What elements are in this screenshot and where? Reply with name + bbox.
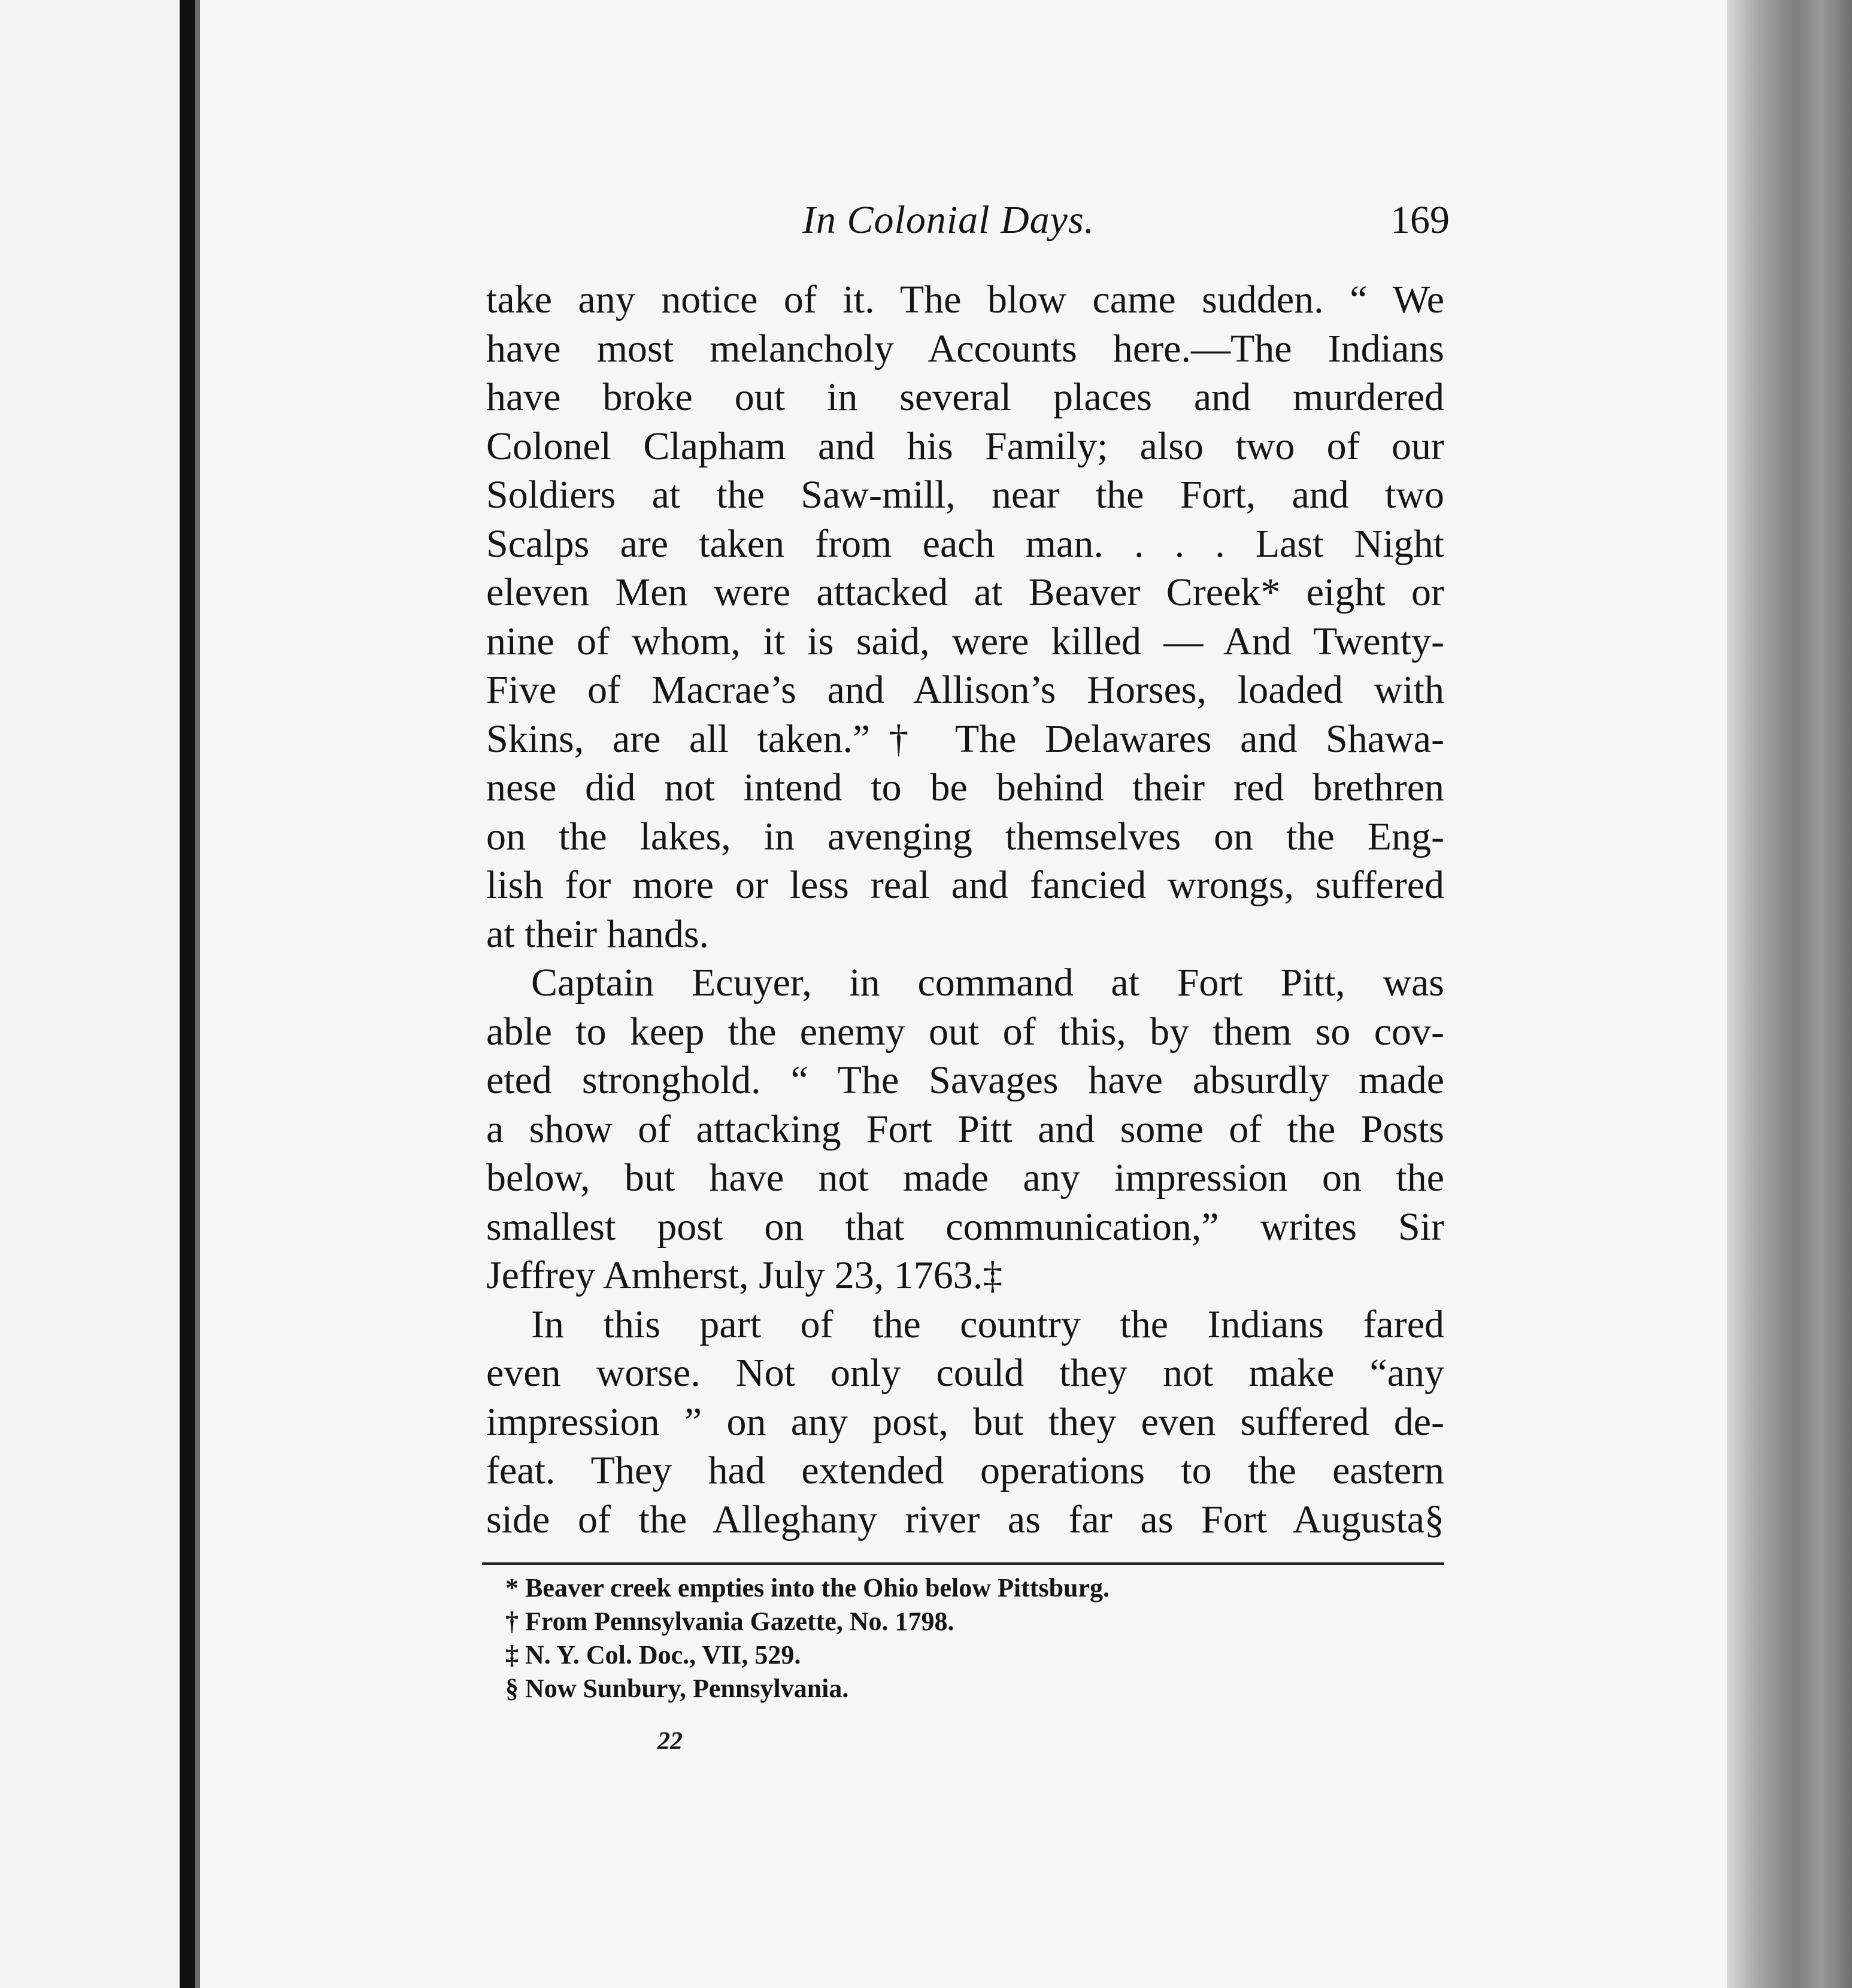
text-line: Soldiers at the Saw-mill, near the Fort, and two bbox=[486, 473, 1444, 517]
text-line: eleven Men were attacked at Beaver Creek* eight or bbox=[486, 570, 1444, 614]
text-line: at their hands. bbox=[486, 912, 710, 956]
spine-shadow bbox=[195, 0, 200, 1988]
footnote-rule bbox=[482, 1562, 1444, 1565]
footnotes bbox=[505, 1571, 1404, 1705]
running-head: In Colonial Days. bbox=[802, 198, 1095, 242]
text-line: a show of attacking Fort Pitt and some of the Posts bbox=[486, 1107, 1444, 1151]
text-line: impression ” on any post, but they even suffered de- bbox=[486, 1400, 1444, 1444]
signature-mark: 22 bbox=[657, 1728, 683, 1755]
footnote: ‡ N. Y. Col. Doc., VII, 529. bbox=[505, 1640, 801, 1670]
text-line: In this part of the country the Indians fared bbox=[531, 1302, 1444, 1346]
text-line: nese did not intend to be behind their red brethren bbox=[486, 766, 1444, 809]
page-number: 169 bbox=[1390, 198, 1450, 242]
text-line: lish for more or less real and fancied wrongs, suffered bbox=[486, 863, 1444, 907]
text-line: on the lakes, in avenging themselves on the Eng- bbox=[486, 814, 1444, 858]
text-line: Jeffrey Amherst, July 23, 1763.‡ bbox=[486, 1253, 1003, 1297]
page-edge-strip bbox=[1727, 0, 1852, 1988]
text-line: side of the Alleghany river as far as Fort Augusta§ bbox=[486, 1497, 1444, 1541]
footnote: * Beaver creek empties into the Ohio below Pittsburg. bbox=[505, 1573, 1110, 1602]
text-line: Scalps are taken from each man. . . . Last Night bbox=[486, 521, 1444, 566]
text-line: have most melancholy Accounts here.—The Indians bbox=[486, 326, 1444, 371]
text-line: smallest post on that communication,” writes Sir bbox=[486, 1204, 1444, 1249]
text-line: nine of whom, it is said, were killed — And Twenty- bbox=[486, 619, 1444, 663]
text-line: Five of Macrae’s and Allison’s Horses, loaded with bbox=[486, 668, 1444, 712]
body-text bbox=[486, 275, 1444, 1544]
text-line: Colonel Clapham and his Family; also two of our bbox=[486, 424, 1444, 468]
footnote: § Now Sunbury, Pennsylvania. bbox=[505, 1674, 849, 1703]
book-spine bbox=[180, 0, 195, 1988]
text-line: even worse. Not only could they not make “any bbox=[486, 1351, 1444, 1395]
text-line: able to keep the enemy out of this, by them so cov- bbox=[486, 1009, 1444, 1054]
text-line: eted stronghold. “ The Savages have absurdly made bbox=[486, 1058, 1444, 1102]
text-line: have broke out in several places and murdered bbox=[486, 375, 1444, 419]
text-line: below, but have not made any impression on the bbox=[486, 1156, 1444, 1200]
footnote: † From Pennsylvania Gazette, No. 1798. bbox=[505, 1607, 954, 1636]
text-line: Skins, are all taken.”† The Delawares and Shawa- bbox=[486, 717, 1444, 761]
left-page bbox=[0, 0, 180, 1988]
text-line: feat. They had extended operations to the eastern bbox=[486, 1449, 1444, 1492]
text-line: Captain Ecuyer, in command at Fort Pitt, was bbox=[531, 961, 1444, 1004]
text-line: take any notice of it. The blow came sudden. “ We bbox=[486, 278, 1444, 321]
